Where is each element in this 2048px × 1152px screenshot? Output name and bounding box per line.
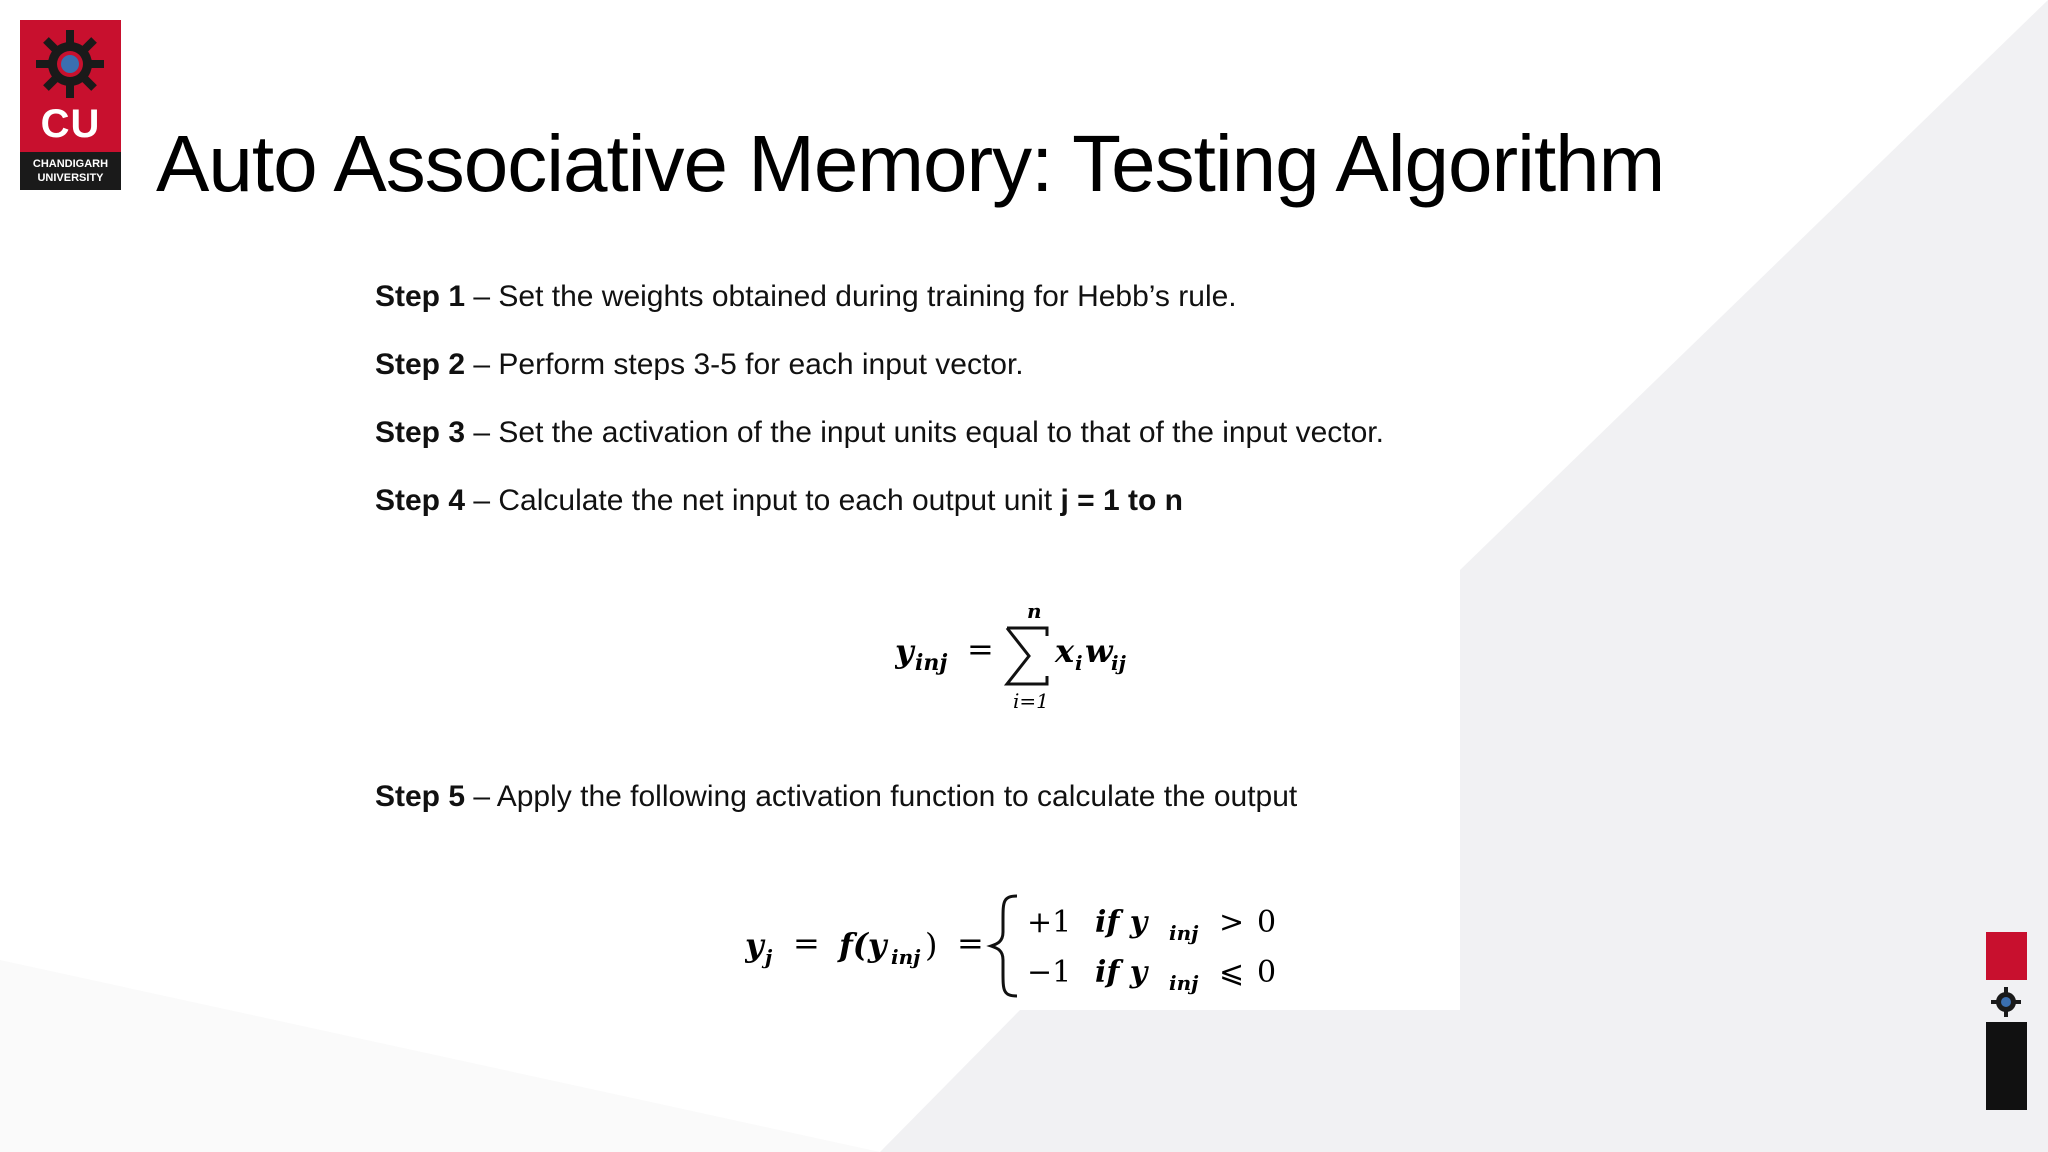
formula1-lhs-sub: inj	[915, 650, 948, 676]
step-text: – Set the activation of the input units equal to that of the input vector.	[465, 416, 1384, 449]
step-2	[375, 348, 1024, 382]
gear-emblem-icon	[20, 24, 121, 106]
step-1	[375, 280, 1237, 314]
logo-initials: CU	[40, 102, 101, 146]
case1-rhs: 0	[1257, 905, 1277, 940]
side-red-block	[1986, 932, 2027, 980]
formula2-equals-1: =	[793, 924, 820, 962]
sum-lower-limit: i=1	[1013, 689, 1049, 710]
formula2-equals-2: =	[957, 924, 984, 962]
formula2-func-close: )	[925, 926, 938, 964]
formula1-x: x	[1055, 632, 1075, 670]
case1-sub: inj	[1169, 921, 1199, 945]
step-emphasis: j = 1 to n	[1060, 484, 1183, 517]
case2-rhs: 0	[1257, 955, 1277, 990]
step-text: – Set the weights obtained during training for Hebb’s rule.	[465, 280, 1237, 313]
case2-condition: if y	[1095, 955, 1148, 990]
case1-condition: if y	[1095, 905, 1148, 940]
step-text: – Apply the following activation function to calculate the output	[465, 780, 1298, 813]
step-label: Step 4	[375, 484, 466, 517]
formula2-lhs: y	[745, 926, 764, 964]
left-brace-icon	[991, 896, 1017, 996]
formula1-w: w	[1085, 632, 1113, 670]
step-label: Step 3	[375, 416, 466, 449]
step-label: Step 1	[375, 280, 466, 313]
formula1-w-sub: ij	[1111, 651, 1126, 675]
step-label: Step 2	[375, 348, 466, 381]
formula2-lhs-sub: j	[765, 945, 773, 969]
case2-relation: ⩽	[1219, 955, 1245, 990]
summation-icon	[1007, 628, 1047, 684]
step-3	[375, 416, 1384, 450]
net-input-formula	[895, 590, 1255, 710]
side-dark-block	[1986, 1022, 2027, 1110]
formula2-func-sub: inj	[891, 945, 921, 969]
formula2-func: f(y	[839, 926, 887, 964]
case1-relation: >	[1219, 905, 1245, 940]
formula1-lhs: y	[895, 632, 914, 670]
step-4	[375, 484, 1183, 518]
case1-value: +1	[1027, 905, 1072, 940]
case2-value: −1	[1027, 955, 1072, 990]
side-gear-icon	[1986, 984, 2027, 1020]
step-label: Step 5	[375, 780, 466, 813]
slide-title: Auto Associative Memory: Testing Algorithm	[156, 119, 1665, 208]
sum-upper-limit: n	[1027, 599, 1042, 623]
formula1-x-sub: i	[1075, 651, 1083, 675]
step-text: – Perform steps 3-5 for each input vector.	[465, 348, 1024, 381]
university-logo	[20, 20, 121, 190]
step-5	[375, 780, 1297, 814]
logo-university-name: CHANDIGARH UNIVERSITY	[20, 152, 121, 190]
step-text: – Calculate the net input to each output unit	[465, 484, 1061, 517]
formula1-equals: =	[967, 630, 994, 668]
case2-sub: inj	[1169, 971, 1199, 995]
activation-function-formula	[745, 880, 1385, 1010]
